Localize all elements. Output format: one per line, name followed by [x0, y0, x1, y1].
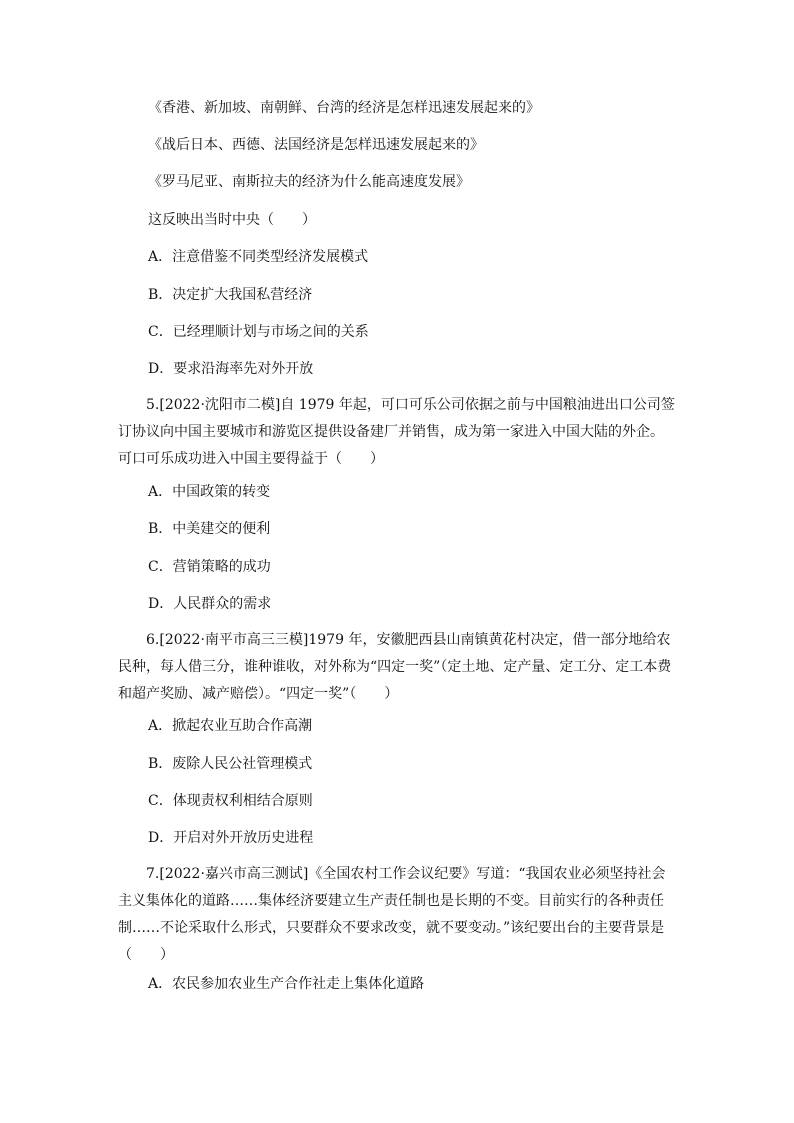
q6-option-d: D．开启对外开放历史进程 [148, 830, 314, 846]
q5-stem [118, 392, 676, 473]
q7-stem [118, 861, 676, 969]
q4-option-b: B．决定扩大我国私营经济 [148, 287, 313, 303]
q7-option-a: A．农民参加农业生产合作社走上集体化道路 [148, 976, 425, 992]
q6-option-a: A．掀起农业互助合作高潮 [148, 718, 313, 734]
q6-option-c: C．体现责权利相结合原则 [148, 793, 313, 809]
q4-option-c: C．已经理顺计划与市场之间的关系 [148, 324, 369, 340]
q5-option-c: C．营销策略的成功 [148, 559, 271, 575]
intro-title-2: 《战后日本、西德、法国经济是怎样迅速发展起来的》 [148, 137, 484, 153]
q5-stem-text: 5.[2022·沈阳市二模]自 1979 年起，可口可乐公司依据之前与中国粮油进出口公司签订协议向中国主要城市和游览区提供设备建厂并销售，成为第一家进入中国大陆的外企。可口可乐成功进入中国主要得益于（ ） [118, 397, 675, 467]
q4-stem-tail: 这反映出当时中央（ ） [148, 212, 316, 228]
q5-option-a: A．中国政策的转变 [148, 484, 271, 500]
q5-option-b: B．中美建交的便利 [148, 521, 271, 537]
q7-stem-text: 7.[2022·嘉兴市高三测试]《全国农村工作会议纪要》写道：“我国农业必须坚持社会主义集体化的道路……集体经济要建立生产责任制也是长期的不变。目前实行的各种责任制……不论采取什么形式，只要群众不要求改变，就不要变动。”该纪要出台的主要背景是（ ） [118, 866, 666, 963]
q6-stem [118, 627, 676, 708]
intro-title-3: 《罗马尼亚、南斯拉夫的经济为什么能高速度发展》 [148, 174, 470, 190]
intro-title-1: 《香港、新加坡、南朝鲜、台湾的经济是怎样迅速发展起来的》 [148, 100, 540, 116]
q5-option-d: D．人民群众的需求 [148, 596, 272, 612]
q6-stem-text: 6.[2022·南平市高三三模]1979 年，安徽肥西县山南镇黄花村决定，借一部分地给农民种，每人借三分，谁种谁收，对外称为“四定一奖”（定土地、定产量、定工分、定工本费和超产奖励、减产赔偿）。“四定一奖”（ ） [118, 632, 672, 702]
q6-option-b: B．废除人民公社管理模式 [148, 756, 313, 772]
q4-option-a: A．注意借鉴不同类型经济发展模式 [148, 249, 369, 265]
q4-option-d: D．要求沿海率先对外开放 [148, 361, 314, 377]
